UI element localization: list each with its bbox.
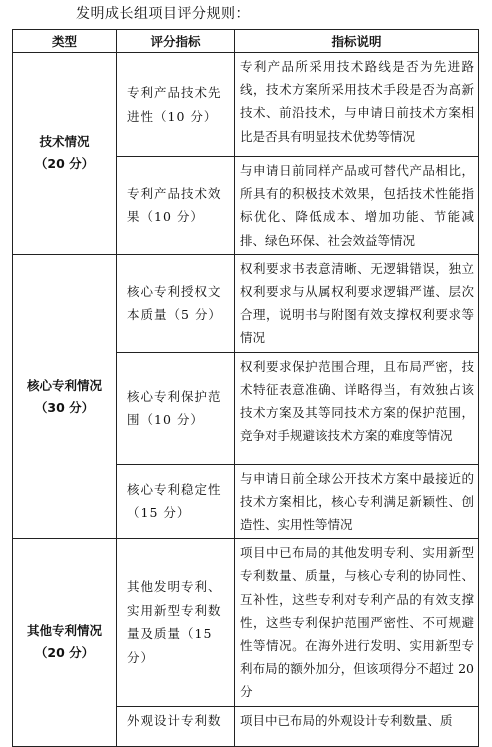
table-header-row	[13, 30, 479, 53]
description-cell: 权利要求保护范围合理，且布局严密，技术特征表意准确、详略得当，有效独占该技术方案及其等同技术方案的保护范围，竞争对手规避该技术方案的难度等情况	[235, 352, 479, 464]
table-row	[13, 254, 479, 352]
indicator-cell: 专利产品技术先进性（10 分）	[117, 53, 235, 157]
category-score: （30 分）	[34, 399, 95, 415]
indicator-cell: 其他发明专利、实用新型专利数量及质量（15 分）	[117, 539, 235, 706]
table-row	[13, 539, 479, 706]
description-cell: 专利产品所采用技术路线是否为先进路线，技术方案所采用技术手段是否为高新技术、前沿技术，与申请日前技术方案相比是否具有明显技术优势等情况	[235, 53, 479, 157]
category-cell-other-patent	[13, 539, 117, 746]
description-cell: 权利要求书表意清晰、无逻辑错误，独立权利要求与从属权利要求逻辑严谨、层次合理，说明书与附图有效支撑权利要求等情况	[235, 254, 479, 352]
indicator-cell: 专利产品技术效果（10 分）	[117, 157, 235, 255]
scoring-table	[12, 29, 479, 747]
indicator-cell: 核心专利稳定性（15 分）	[117, 464, 235, 539]
header-indicator: 评分指标	[117, 30, 235, 53]
indicator-cell: 核心专利授权文本质量（5 分）	[117, 254, 235, 352]
description-cell: 项目中已布局的其他发明专利、实用新型专利数量、质量，与核心专利的协同性、互补性，这些专利对专利产品的有效支撑性，这些专利保护范围严密性、不可规避性等情况。在海外进行发明、实用新型专利布局的额外加分，但该项得分不超过 20 分	[235, 539, 479, 706]
category-score: （20 分）	[34, 156, 95, 172]
description-cell: 与申请日前全球公开技术方案中最接近的技术方案相比，核心专利满足新颖性、创造性、实用性等情况	[235, 464, 479, 539]
description-cell: 与申请日前同样产品或可替代产品相比，所具有的积极技术效果，包括技术性能指标优化、降低成本、增加功能、节能减排、绿色环保、社会效益等情况	[235, 157, 479, 255]
category-cell-tech	[13, 53, 117, 255]
indicator-cell: 外观设计专利数	[117, 706, 235, 746]
description-cell: 项目中已布局的外观设计专利数量、质	[235, 706, 479, 746]
category-name: 其他专利情况	[26, 623, 102, 639]
category-name: 核心专利情况	[26, 377, 102, 393]
page-heading: 发明成长组项目评分规则：	[76, 6, 250, 22]
category-name: 技术情况	[39, 134, 90, 150]
header-type: 类型	[13, 30, 117, 53]
indicator-cell: 核心专利保护范围（10 分）	[117, 352, 235, 464]
table-row	[13, 53, 479, 157]
category-score: （20 分）	[34, 645, 95, 661]
category-cell-core-patent	[13, 254, 117, 538]
header-description: 指标说明	[235, 30, 479, 53]
